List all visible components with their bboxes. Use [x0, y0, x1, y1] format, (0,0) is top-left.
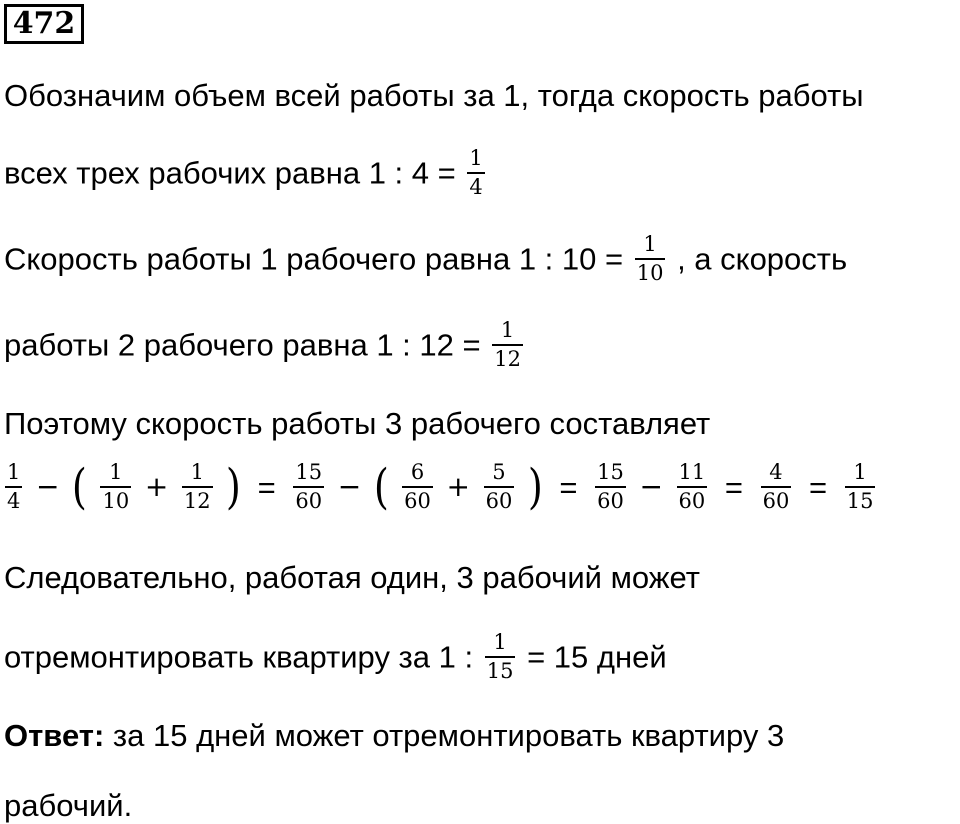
problem-number: 472 [4, 4, 84, 44]
denominator: 60 [761, 486, 792, 512]
answer-label: Ответ: [4, 718, 105, 753]
equals-sign: = [257, 469, 276, 505]
denominator: 10 [100, 486, 131, 512]
numerator: 15 [295, 460, 323, 484]
eq-fraction-11-60 [677, 462, 708, 512]
numerator: 6 [410, 460, 425, 484]
fraction-1-10 [635, 234, 666, 284]
equation-line [2, 459, 878, 515]
minus-sign: − [337, 470, 362, 503]
numerator: 1 [109, 460, 123, 484]
right-paren: ) [527, 459, 543, 515]
plus-sign: + [446, 470, 470, 503]
numerator: 11 [678, 460, 706, 484]
denominator: 12 [492, 344, 523, 370]
text-line-3-text: Скорость работы 1 рабочего равна 1 : 10 = [4, 241, 624, 277]
numerator: 1 [853, 460, 867, 484]
text-line-2 [4, 148, 488, 198]
numerator: 1 [500, 318, 515, 342]
denominator: 60 [595, 486, 626, 512]
plus-sign: + [144, 470, 169, 503]
text-line-2-text: всех трех рабочих равна 1 : 4 = [4, 155, 456, 191]
fraction-1-15 [485, 632, 516, 682]
answer-line-2: рабочий. [4, 788, 133, 823]
eq-fraction-6-60 [402, 462, 433, 512]
eq-fraction-4-60 [761, 462, 792, 512]
equals-sign: = [724, 469, 743, 505]
denominator: 12 [182, 486, 213, 512]
right-paren: ) [226, 459, 242, 515]
text-line-7-tail: = 15 дней [527, 639, 667, 675]
text-line-7-text: отремонтировать квартиру за 1 : [4, 639, 474, 675]
denominator: 15 [845, 486, 876, 512]
numerator: 1 [643, 232, 657, 256]
text-line-1: Обозначим объем всей работы за 1, тогда скорость работы [4, 78, 864, 113]
denominator: 10 [635, 258, 666, 284]
answer-text: за 15 дней может отремонтировать квартиру 3 [112, 718, 785, 753]
numerator: 1 [469, 146, 483, 170]
equals-sign: = [808, 469, 828, 505]
numerator: 15 [597, 460, 624, 484]
denominator: 60 [402, 486, 433, 512]
fraction-1-4 [467, 148, 484, 198]
text-line-4 [4, 320, 526, 370]
left-paren: ( [71, 459, 87, 515]
text-line-4-text: работы 2 рабочего равна 1 : 12 = [4, 327, 481, 363]
text-line-7 [4, 632, 667, 682]
text-line-3 [4, 234, 847, 284]
numerator: 5 [492, 460, 506, 484]
eq-fraction-1-15 [845, 462, 876, 512]
minus-sign: − [639, 470, 663, 503]
text-line-6: Следовательно, работая один, 3 рабочий может [4, 560, 700, 595]
eq-fraction-15-60 [293, 462, 324, 512]
fraction-1-12 [492, 320, 523, 370]
denominator: 15 [485, 656, 516, 682]
minus-sign: − [36, 470, 60, 503]
eq-fraction-5-60 [484, 462, 515, 512]
eq-fraction-1-10 [100, 462, 131, 512]
equals-sign: = [559, 469, 578, 505]
denominator: 60 [677, 486, 708, 512]
text-line-5: Поэтому скорость работы 3 рабочего составляет [4, 406, 711, 441]
denominator: 4 [467, 172, 484, 198]
denominator: 60 [484, 486, 515, 512]
eq-fraction-15-60-b [595, 462, 626, 512]
numerator: 1 [7, 460, 21, 484]
numerator: 1 [493, 630, 507, 654]
left-paren: ( [373, 459, 389, 515]
text-line-3-tail: , а скорость [677, 241, 848, 277]
answer-line [4, 720, 784, 751]
denominator: 60 [293, 486, 324, 512]
numerator: 1 [190, 460, 204, 484]
numerator: 4 [769, 460, 783, 484]
denominator: 4 [5, 486, 22, 512]
eq-fraction-1-4 [5, 462, 22, 512]
eq-fraction-1-12 [182, 462, 213, 512]
